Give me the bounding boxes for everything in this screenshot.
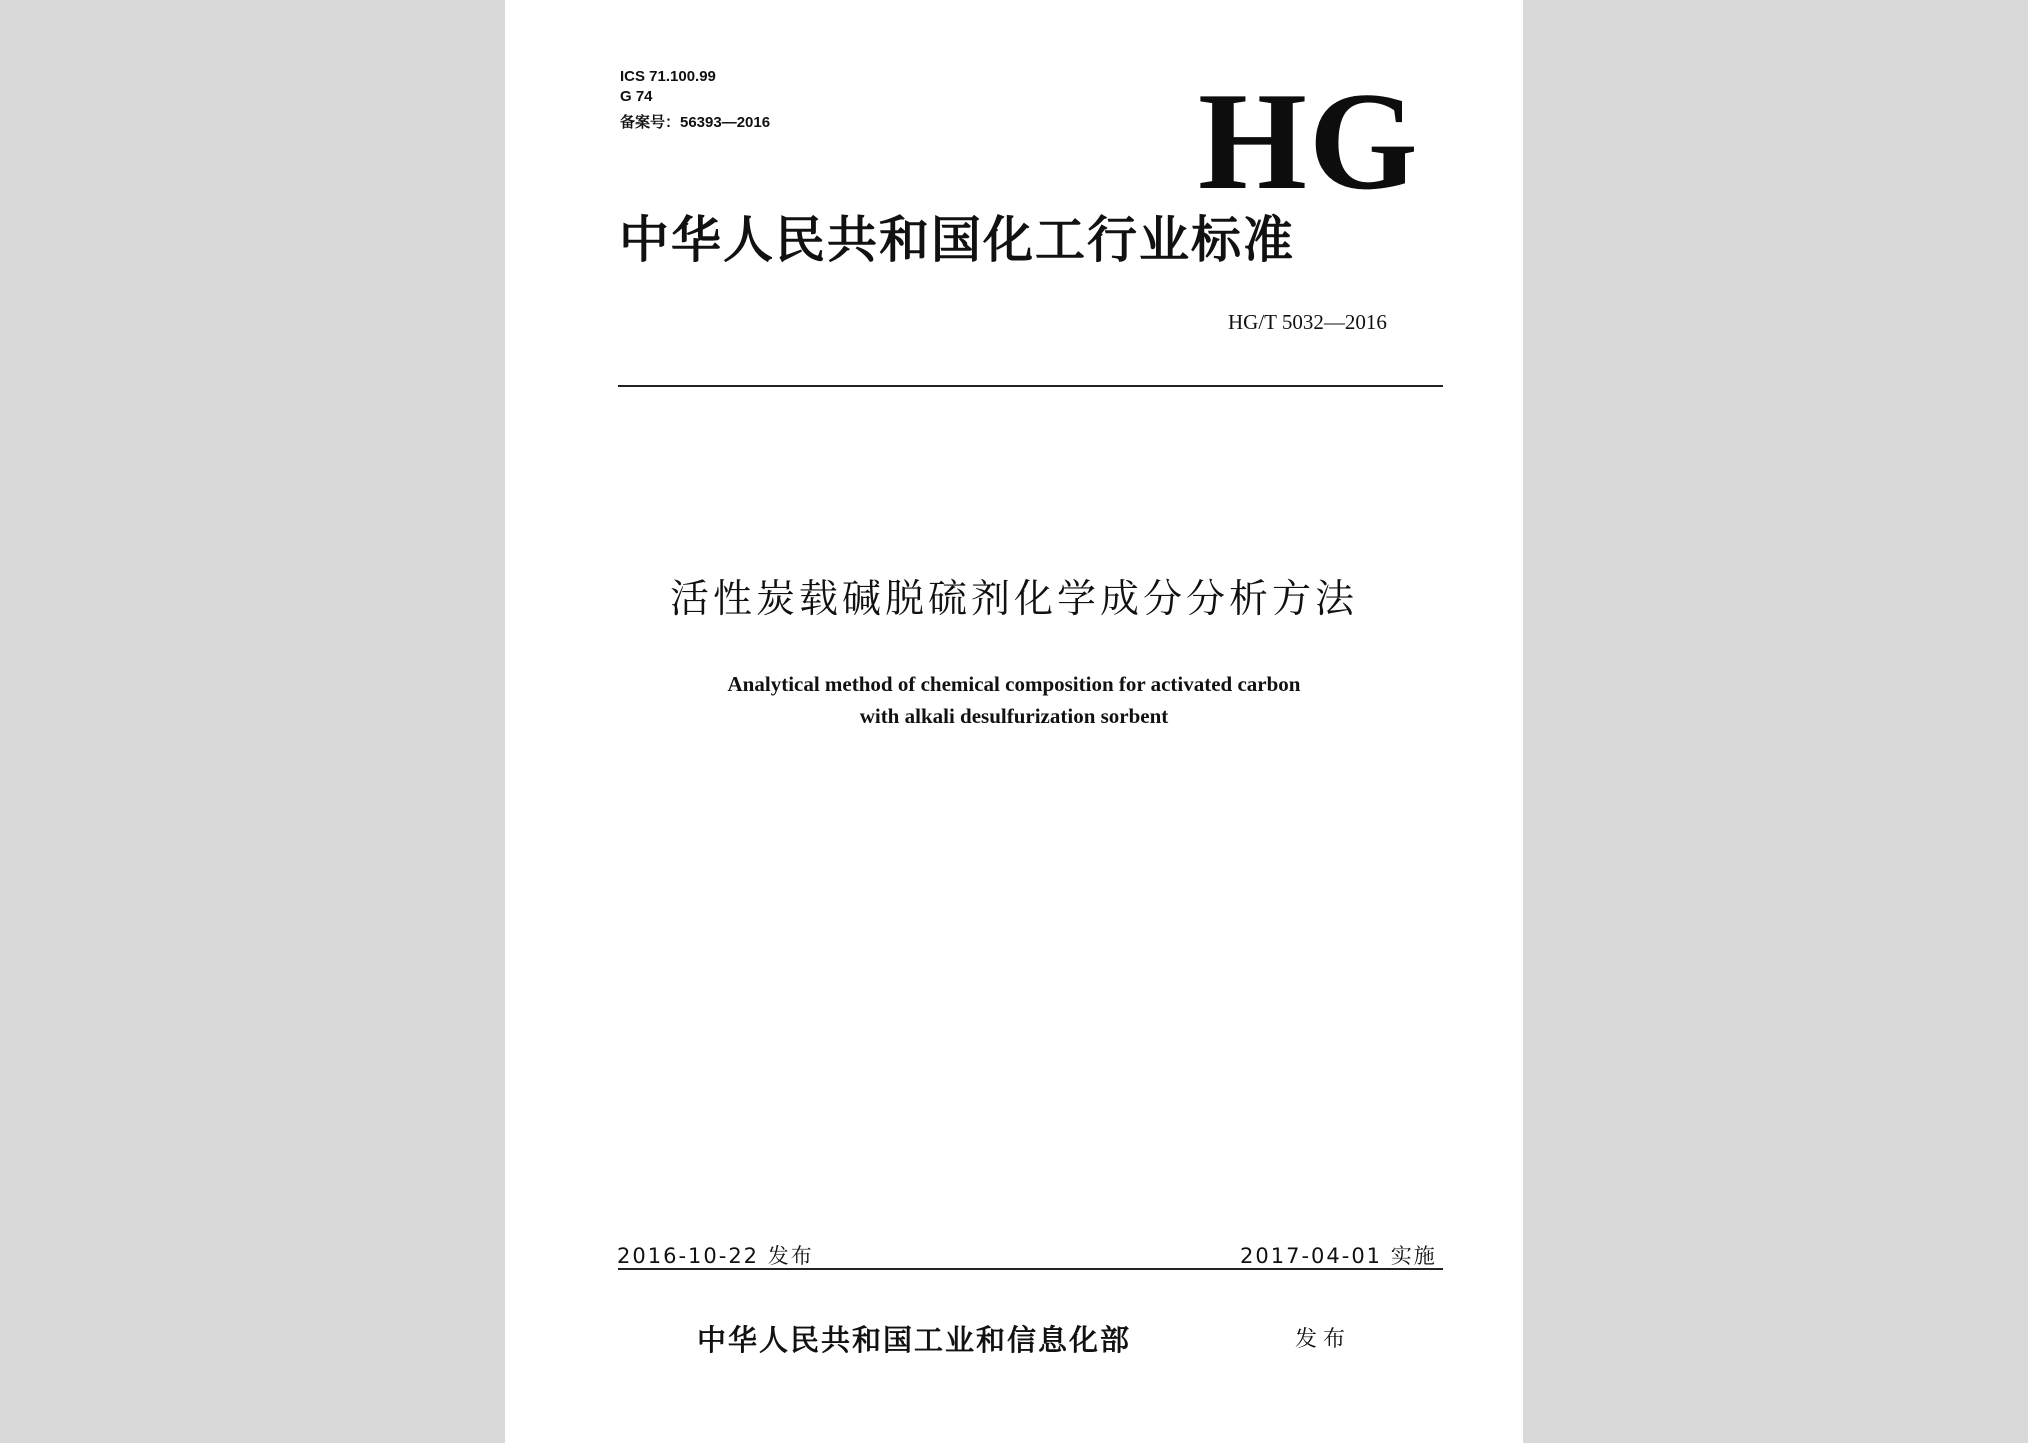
filing-number: 备案号：56393—2016 (620, 114, 771, 131)
chinese-title: 活性炭载碱脱硫剂化学成分分析方法 (669, 577, 1358, 622)
issue-date: 2016-10-22 发布 (617, 1244, 814, 1268)
issuing-authority: 中华人民共和国工业和信息化部 (697, 1323, 1132, 1357)
english-title (505, 668, 1523, 732)
implementation-date: 2017-04-01 实施 (1240, 1244, 1437, 1268)
english-title-line-2: with alkali desulfurization sorbent (859, 704, 1169, 728)
ics-code: ICS 71.100.99 (620, 68, 716, 85)
issue-label: 发布 (1295, 1327, 1352, 1352)
footer-rule (618, 1268, 1443, 1270)
ccs-code: G 74 (620, 88, 653, 105)
english-title-line-1: Analytical method of chemical composition for activated carbon (727, 672, 1301, 696)
hg-logo: HG (1198, 64, 1420, 219)
standard-name: 中华人民共和国化工行业标准 (619, 210, 1295, 269)
document-page (505, 0, 1523, 1443)
header-rule (618, 385, 1443, 387)
standard-code: HG/T 5032—2016 (1228, 310, 1387, 334)
